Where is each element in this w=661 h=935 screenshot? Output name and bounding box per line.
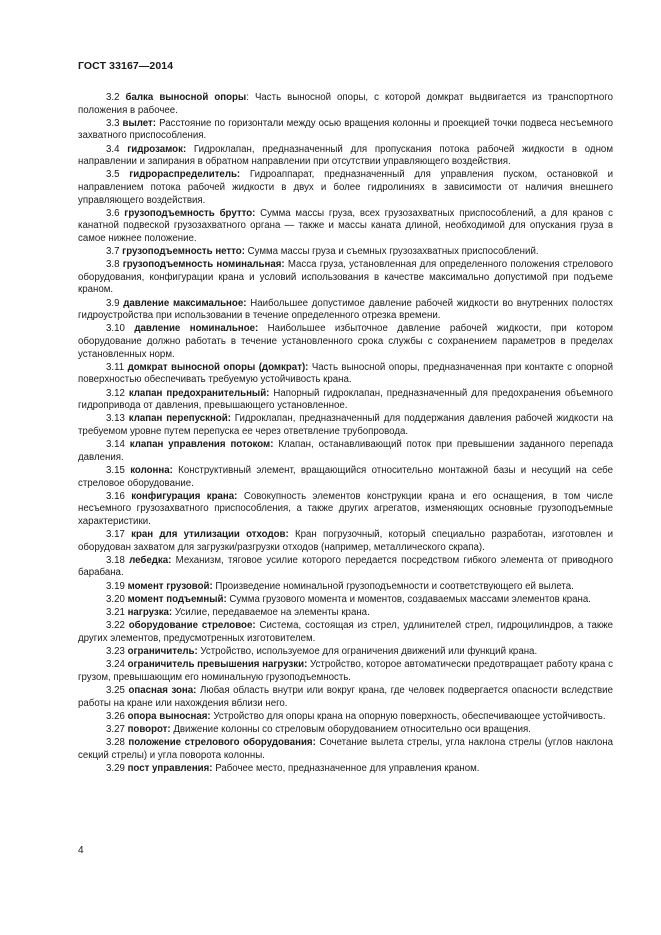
entry-term: грузоподъемность брутто:: [124, 207, 256, 219]
entry-number: 3.21: [106, 607, 125, 619]
entry-number: 3.18: [106, 554, 125, 566]
entry-text: Устройство для опоры крана на опорную поверхность, обеспечивающее устойчивость.: [210, 710, 606, 722]
entry-number: 3.11: [106, 361, 125, 373]
entry-number: 3.13: [106, 413, 125, 425]
entry-number: 3.6: [106, 207, 120, 219]
entry-number: 3.5: [106, 169, 120, 181]
entry-text: Гидроклапан, предназначенный для пропускания потока рабочей жидкости в одном направлении и запирания в обратном направлении при отсутствии управляющего воздействия.: [78, 143, 613, 168]
entry-number: 3.14: [106, 439, 125, 451]
definition-entry: [78, 92, 613, 117]
document-header: ГОСТ 33167—2014: [78, 60, 174, 72]
entry-term: поворот:: [127, 723, 171, 735]
entry-number: 3.17: [106, 529, 125, 541]
definition-entry: [78, 491, 613, 529]
entry-term: клапан перепускной:: [128, 413, 231, 425]
entry-text: Сумма массы груза, всех грузозахватных приспособлений, а для кранов с канатной подвеской грузозахватного органа — также и массы каната длиной, необходимой для опускания груза в самое нижнее положение.: [78, 207, 614, 244]
entry-number: 3.10: [106, 323, 125, 335]
entry-number: 3.16: [106, 490, 125, 502]
entry-text: Конструктивный элемент, вращающийся относительно монтажной базы и несущий на себе стреловое оборудование.: [78, 464, 614, 489]
entry-number: 3.23: [106, 646, 125, 657]
entry-separator: :: [246, 92, 249, 103]
definition-entry: [78, 388, 613, 413]
entry-text: Движение колонны со стреловым оборудованием относительно оси вращения.: [170, 723, 531, 735]
definition-entry: [78, 439, 613, 464]
entry-term: гидрораспределитель:: [129, 169, 241, 181]
entry-term: момент грузовой:: [127, 580, 213, 592]
entry-term: клапан предохранительный:: [128, 387, 270, 399]
definition-entry: [78, 555, 613, 580]
definition-entry: [78, 711, 613, 724]
definition-entry: [78, 724, 613, 737]
definition-entry: [78, 362, 613, 387]
entry-text: Устройство, используемое для ограничения движений или функций крана.: [197, 646, 538, 657]
entry-number: 3.15: [106, 464, 125, 476]
definition-entry: [78, 607, 613, 620]
entry-term: давление максимальное:: [123, 297, 247, 309]
entry-term: балка выносной опоры: [125, 92, 247, 103]
entry-text: Расстояние по горизонтали между осью вращения колонны и проекцией точки подвеса несъемного захватного приспособления.: [78, 117, 613, 142]
entry-number: 3.4: [106, 143, 120, 155]
page-number: 4: [78, 845, 84, 856]
entry-term: гидрозамок:: [127, 143, 187, 155]
definition-entry: [78, 465, 613, 490]
entry-number: 3.22: [106, 620, 125, 632]
entry-number: 3.20: [106, 593, 125, 605]
entry-text: Напорный гидроклапан, предназначенный для предохранения объемного гидропривода от давления, превышающего установленное.: [78, 387, 613, 412]
entry-text: Масса груза, установленная для определенного положения стрелового оборудования, конфигурации крана и условий использования в качестве максимально допустимой при подъеме краном.: [78, 259, 613, 296]
definition-entry: [78, 646, 613, 659]
definition-entry: [78, 581, 613, 594]
entry-number: 3.12: [106, 387, 125, 399]
entry-term: нагрузка:: [127, 607, 173, 619]
definition-entry: [78, 246, 613, 259]
entry-text: Наибольшее допустимое давление рабочей жидкости во внутренних полостях гидроустройства при использовании в течение определенного отрезка времени.: [78, 297, 613, 322]
definition-entry: [78, 323, 613, 361]
entry-term: оборудование стреловое:: [128, 620, 256, 632]
entry-term: домкрат выносной опоры (домкрат):: [127, 361, 309, 373]
entry-number: 3.19: [106, 580, 125, 592]
entry-text: Произведение номинальной грузоподъемности и соответствующего ей вылета.: [212, 580, 574, 592]
entry-text: Любая область внутри или вокруг крана, где человек подвергается опасности вследствие работы на кране или нахождения вблизи него.: [78, 684, 613, 709]
entry-text: Устройство, которое автоматически предотвращает работу крана с грузом, превышающим его номинальную грузоподъемность.: [78, 659, 613, 683]
entry-text: Механизм, тяговое усилие которого передается посредством гибкого элемента от приводного барабана.: [78, 554, 613, 579]
definition-entry: [78, 208, 613, 246]
entry-text: Часть выносной опоры, предназначенная при контакте с опорной поверхностью обеспечивать требуемую устойчивость крана.: [78, 361, 614, 386]
entry-number: 3.27: [106, 723, 125, 735]
definition-entry: [78, 659, 613, 684]
entry-term: момент подъемный:: [127, 593, 227, 605]
entry-number: 3.24: [106, 659, 125, 671]
entry-text: Совокупность элементов конструкции крана и его оснащения, в том числе несъемного грузозахватного приспособления, а также других агрегатов, изменяющих основные грузоподъемные характеристики.: [78, 490, 613, 527]
definition-entry: [78, 144, 613, 169]
entry-term: лебедка:: [129, 554, 172, 566]
entry-term: опора выносная:: [127, 710, 211, 722]
definition-entry: [78, 529, 613, 554]
entry-term: положение стрелового оборудования:: [128, 737, 316, 749]
entry-number: 3.26: [106, 710, 125, 722]
entry-term: грузоподъемность нетто:: [122, 246, 245, 258]
entry-term: кран для утилизации отходов:: [131, 529, 289, 541]
entry-term: конфигурация крана:: [131, 490, 238, 502]
entry-text: Рабочее место, предназначенное для управления краном.: [212, 762, 480, 774]
definition-entry: [78, 763, 613, 776]
entry-term: вылет:: [122, 117, 157, 129]
entry-number: 3.2: [106, 92, 120, 103]
entry-text: Клапан, останавливающий поток при превышении заданного перепада давления.: [78, 439, 613, 463]
definition-entry: [78, 118, 613, 143]
entry-term: опасная зона:: [128, 684, 197, 696]
entry-term: ограничитель:: [127, 646, 198, 657]
entry-text: Сумма массы груза и съемных грузозахватных приспособлений.: [244, 246, 539, 258]
entry-text: Сочетание вылета стрелы, угла наклона стрелы (углов наклона секций стрелы) и угла поворота колонны.: [78, 737, 613, 761]
entry-term: клапан управления потоком:: [129, 439, 274, 451]
entry-text: Гидроклапан, предназначенный для поддержания давления рабочей жидкости на требуемом уровне путем перепуска ее через ответвление трубопровода.: [78, 413, 613, 437]
entry-number: 3.25: [106, 684, 125, 696]
entry-text: Часть выносной опоры, с которой домкрат выдвигается из транспортного положения в рабочее.: [78, 92, 613, 116]
definition-entry: [78, 685, 613, 710]
definition-entry: [78, 169, 613, 207]
entry-text: Гидроаппарат, предназначенный для управления пуском, остановкой и направлением потока рабочей жидкости в двух и более гидролиниях в зависимости от наличия внешнего управляющего воздействия.: [78, 169, 614, 206]
entry-number: 3.28: [106, 737, 125, 749]
entry-number: 3.29: [106, 762, 125, 774]
definition-entry: [78, 594, 613, 607]
definition-entry: [78, 413, 613, 438]
definition-entry: [78, 298, 613, 323]
entry-number: 3.9: [106, 297, 120, 309]
entry-term: грузоподъемность номинальная:: [122, 259, 285, 271]
entry-term: колонна:: [130, 464, 173, 476]
entry-number: 3.3: [106, 117, 120, 129]
entry-number: 3.7: [106, 246, 120, 258]
entry-term: ограничитель превышения нагрузки:: [127, 659, 308, 671]
definition-entry: [78, 620, 613, 645]
entry-text: Наибольшее избыточное давление рабочей жидкости, при котором оборудование должно работать в течение установленного срока службы с сохранением параметров в пределах установленных норм.: [78, 323, 613, 360]
definitions-list: [78, 92, 613, 776]
entry-term: пост управления:: [127, 762, 213, 774]
entry-term: давление номинальное:: [134, 323, 259, 335]
entry-text: Сумма грузового момента и моментов, создаваемых массами элементов крана.: [226, 593, 591, 605]
entry-text: Усилие, передаваемое на элементы крана.: [172, 607, 370, 619]
entry-text: Система, состоящая из стрел, удлинителей стрел, гидроцилиндров, а также других элементов, предусмотренных изготовителем.: [78, 620, 613, 644]
entry-number: 3.8: [106, 259, 120, 271]
entry-text: Кран погрузочный, который специально разработан, изготовлен и оборудован захватом для загрузки/разгрузки отходов (например, металлического скрапа).: [78, 529, 613, 553]
definition-entry: [78, 737, 613, 762]
definition-entry: [78, 259, 613, 297]
